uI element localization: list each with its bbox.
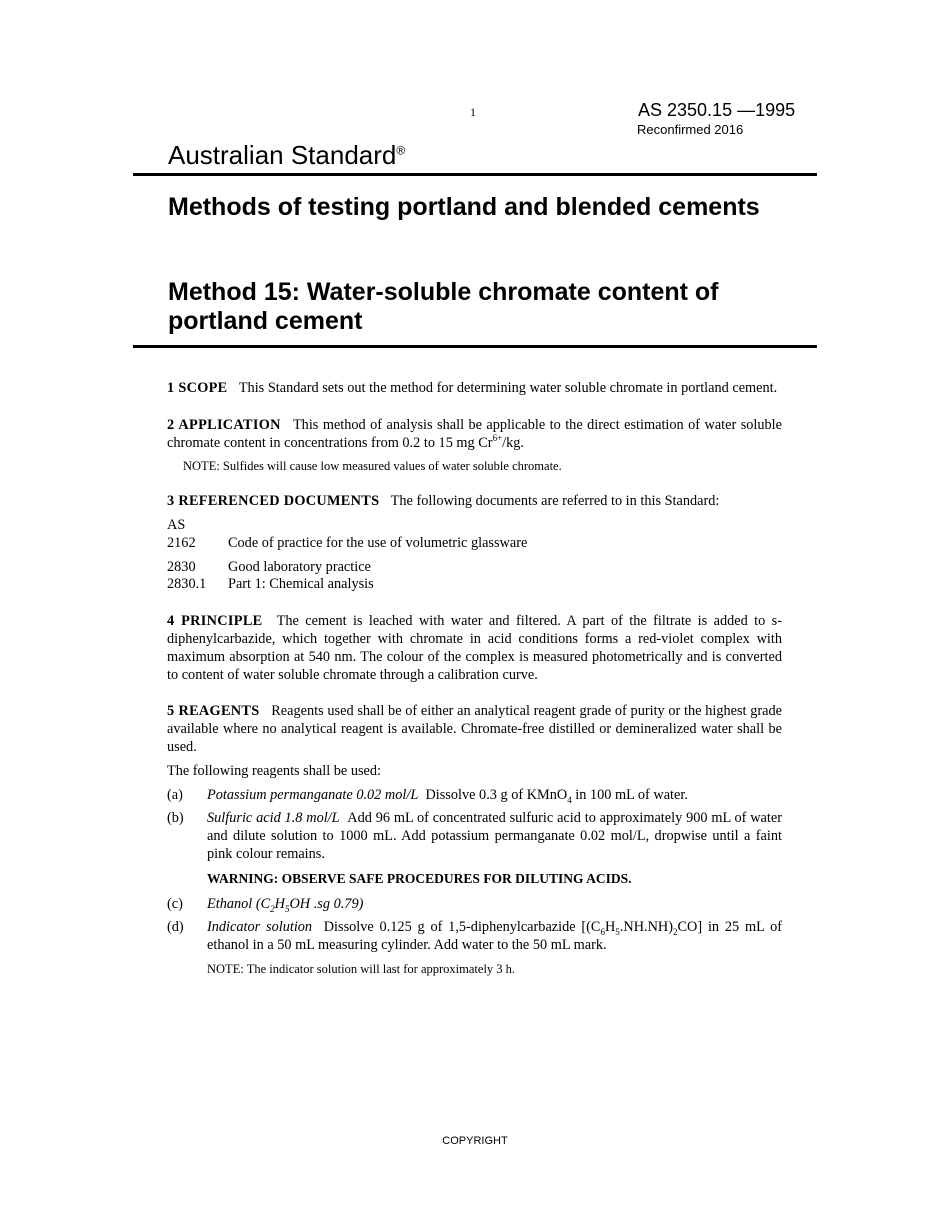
- title-rule: [133, 345, 817, 348]
- name-mid: H: [274, 895, 285, 912]
- item-text-start: Dissolve 0.3 g of KMnO: [425, 786, 568, 803]
- brand-text: Australian Standard: [168, 140, 397, 170]
- subscript: 2: [673, 927, 678, 938]
- item-text: [207, 787, 782, 805]
- item-label: (c): [167, 895, 183, 912]
- section-heading: 5 REAGENTS: [167, 703, 260, 720]
- section-application: [167, 417, 782, 453]
- section-heading: 2 APPLICATION: [167, 416, 281, 433]
- item-label: (d): [167, 919, 184, 936]
- item-text-body: Add 96 mL of concentrated sulfuric acid to approximately 900 mL of water and dilute solution to 1000 mL. Add potassium permanganate 0.02 mol/L, dropwise until a faint pink colour remains.: [207, 810, 782, 862]
- indicator-note: NOTE: The indicator solution will last for approximately 3 h.: [207, 961, 516, 976]
- section-text: Reagents used shall be of either an analytical reagent grade of purity or the highest grade available where no analytical reagent is available. Chromate-free distilled or demineralized water shall be used.: [167, 703, 782, 755]
- section-text: The cement is leached with water and filtered. A part of the filtrate is added to s-diphenylcarbazide, which together with chromate in acid conditions forms a red-violet complex with maximum absorption at 540 nm. The colour of the complex is measured photometrically and is converted to content of water soluble chromate through a calibration curve.: [167, 613, 782, 683]
- item-text-mid: H: [604, 919, 616, 936]
- reference-number: 2830.1: [167, 576, 207, 593]
- copyright-footer: COPYRIGHT: [442, 1135, 508, 1147]
- reference-list: [167, 517, 782, 594]
- item-text-start: Dissolve 0.125 g of 1,5-diphenylcarbazide [(C: [323, 919, 601, 936]
- item-text: [207, 896, 782, 914]
- warning-text: WARNING: OBSERVE SAFE PROCEDURES FOR DILUTING ACIDS.: [207, 870, 632, 886]
- section-text-end: /kg.: [502, 434, 524, 451]
- reference-row: [167, 576, 782, 594]
- reagent-item-a: [167, 787, 782, 805]
- reconfirmed-label: Reconfirmed 2016: [637, 122, 744, 137]
- name-start: Ethanol (C: [207, 895, 271, 912]
- section-heading: 3 REFERENCED DOCUMENTS: [167, 493, 380, 510]
- method-title: Method 15: Water-soluble chromate content of portland cement: [168, 278, 719, 335]
- reference-row: [167, 559, 782, 577]
- reference-title: Part 1: Chemical analysis: [228, 576, 374, 593]
- registered-mark: ®: [396, 143, 406, 158]
- page-number: 1: [470, 105, 476, 119]
- reference-title: Good laboratory practice: [228, 558, 371, 575]
- item-text-end: CO] in 25 mL of ethanol in a 50 mL measuring cylinder. Add water to the 50 mL mark.: [207, 919, 782, 954]
- reagent-name: Sulfuric acid 1.8 mol/L: [207, 810, 340, 827]
- item-label: (b): [167, 810, 184, 827]
- item-text: [207, 810, 782, 863]
- section-reagents: [167, 703, 782, 756]
- reference-number: 2830: [167, 558, 196, 575]
- subscript: 5: [284, 903, 290, 914]
- section-text: This Standard sets out the method for determining water soluble chromate in portland cement.: [238, 380, 778, 396]
- item-text-end: in 100 mL of water.: [571, 786, 688, 803]
- subscript: 5: [615, 927, 620, 938]
- item-text-mid: .NH.NH): [619, 919, 674, 936]
- subscript: 6: [600, 927, 605, 938]
- section-heading: 4 PRINCIPLE: [167, 613, 263, 630]
- superscript: 6+: [492, 432, 503, 443]
- document-title: Methods of testing portland and blended cements: [168, 193, 760, 221]
- name-end: OH .sg 0.79): [289, 895, 364, 912]
- document-body: [167, 380, 782, 983]
- brand-title: [168, 140, 405, 171]
- application-note: NOTE: Sulfides will cause low measured values of water soluble chromate.: [183, 459, 562, 474]
- section-principle: [167, 613, 782, 684]
- section-scope: [167, 380, 782, 398]
- reagent-name: Potassium permanganate 0.02 mol/L: [207, 786, 419, 803]
- reagent-item-c: [167, 896, 782, 914]
- item-label: (a): [167, 786, 183, 803]
- reagent-item-b: [167, 810, 782, 863]
- subscript: 4: [567, 794, 572, 805]
- top-rule: [133, 173, 817, 176]
- reagents-lead: The following reagents shall be used:: [167, 762, 381, 779]
- item-text: [207, 919, 782, 955]
- subscript: 2: [270, 903, 275, 914]
- reference-row: [167, 535, 782, 553]
- reference-title: Code of practice for the use of volumetric glassware: [228, 534, 528, 551]
- reagent-name: [207, 896, 363, 912]
- section-text: This method of analysis shall be applicable to the direct estimation of water soluble chromate content in concentrations from 0.2 to 15 mg Cr: [167, 416, 782, 451]
- standard-number: AS 2350.15 —1995: [638, 100, 796, 120]
- section-referenced-documents: [167, 493, 782, 511]
- section-text: The following documents are referred to in this Standard:: [390, 493, 720, 510]
- reference-number: 2162: [167, 534, 196, 551]
- reagent-name: Indicator solution: [207, 919, 313, 936]
- section-heading: 1 SCOPE: [167, 380, 228, 396]
- reagent-item-d: [167, 919, 782, 955]
- reference-prefix: AS: [167, 516, 186, 533]
